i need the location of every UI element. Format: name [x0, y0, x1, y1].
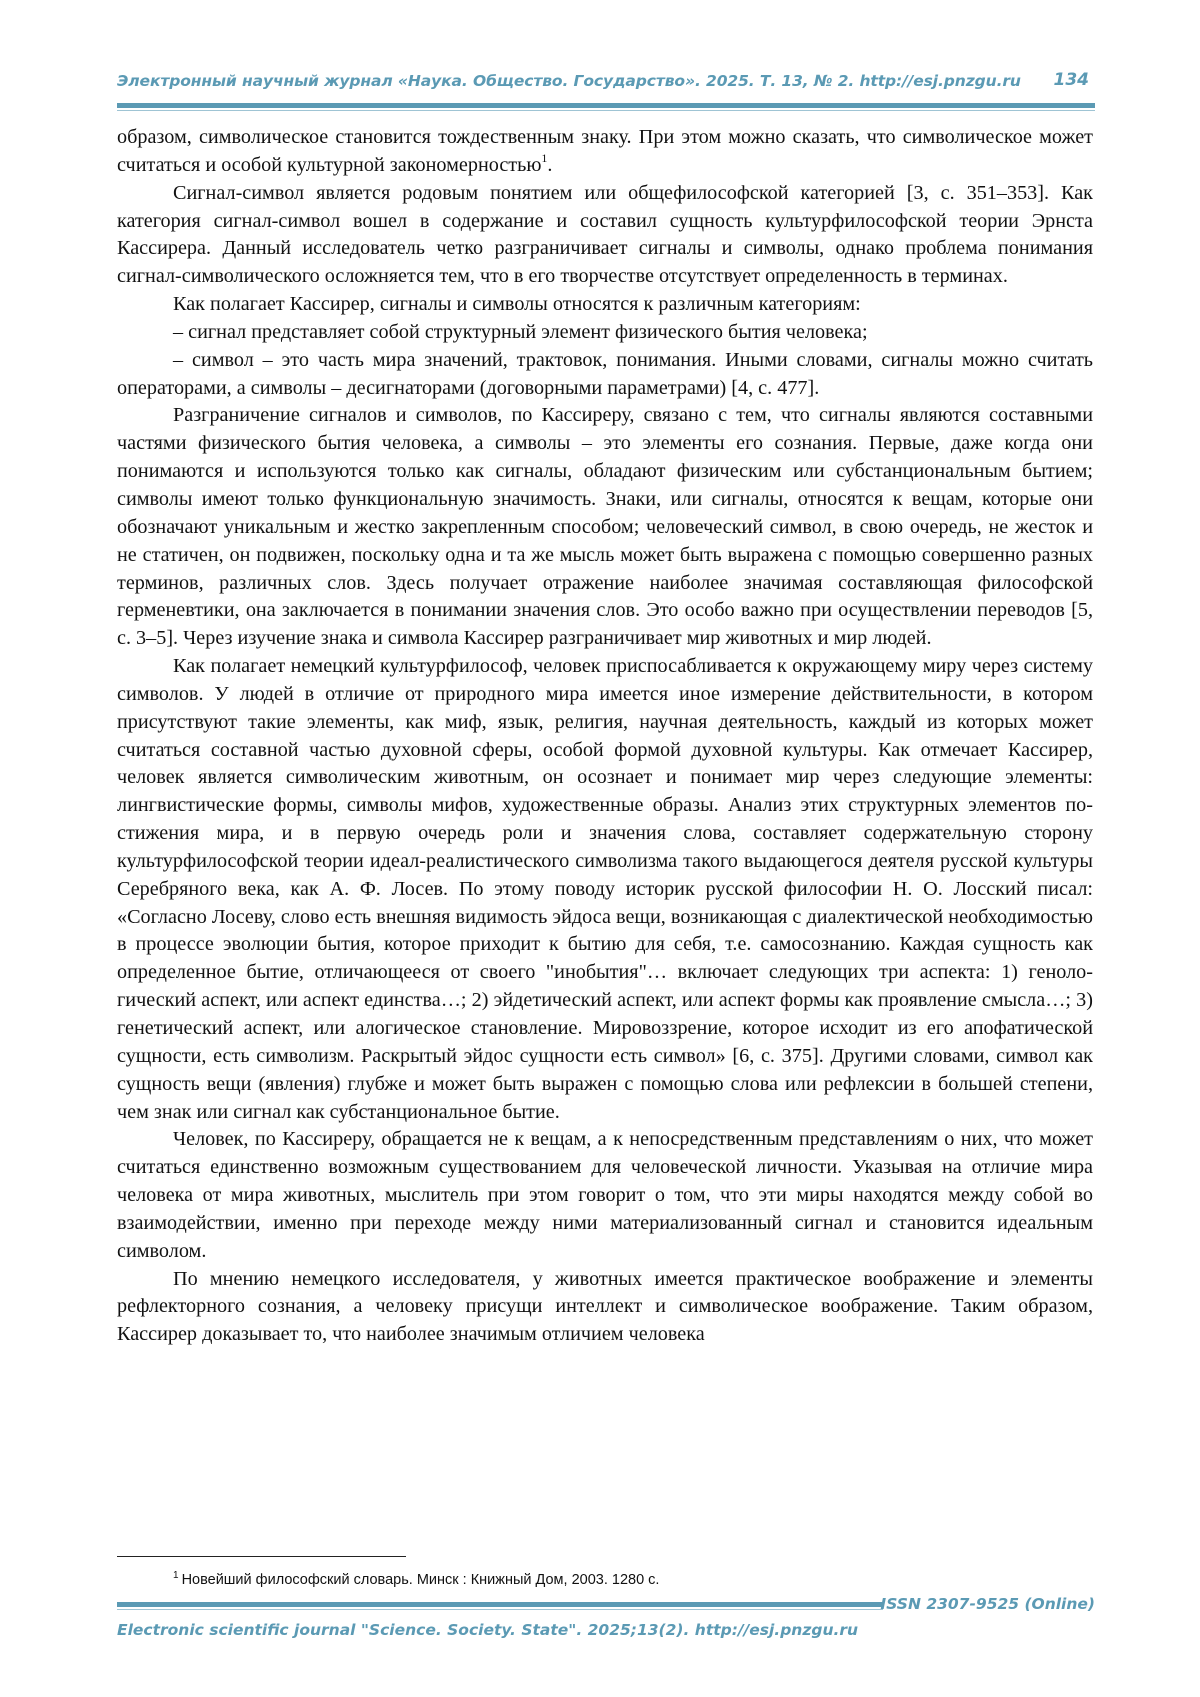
footer-rule-thin [117, 1609, 883, 1610]
footnote-marker: 1 [173, 1570, 179, 1581]
running-header [117, 72, 1095, 94]
header-journal-title: Электронный научный журнал «Наука. Общество. Государство». 2025. Т. 13, № 2. http://esj.pnzgu.ru [117, 72, 1021, 90]
footer-rule [117, 1602, 883, 1607]
list-item-signal: – сигнал представляет собой структурный элемент физического бытия человека; [173, 320, 868, 343]
header-rule [117, 103, 1095, 108]
paragraph-3: Как полагает Кассирер, сигналы и символы относятся к различным категориям: [173, 293, 861, 316]
list-item-symbol: – символ – это часть мира значений, трактовок, понимания. Иными словами, сигналы можно считать операторами, а символы – десигнаторами (договорными параметрами) [4, с. 477]. [117, 348, 1093, 399]
footnote-separator [117, 1556, 406, 1557]
paragraph-6: Человек, по Кассиреру, обращается не к вещам, а к непосредственным представлениям о них, что может считаться единственно возможным существованием для человеческой личности. Указывая на отличие мира человека от мира животных, мыслитель при этом говорит о том, что эти миры находятся между собой во взаимодействии, именно при переходе между ними материализованный сигнал и становится идеальным символом. [117, 1128, 1093, 1262]
footnote-text: Новейший философский словарь. Минск : Книжный Дом, 2003. 1280 с. [181, 1571, 660, 1588]
paragraph-7: По мнению немецкого исследователя, у животных имеется практическое воображение и элементы рефлекторного сознания, а человеку присущи интеллект и символическое воображение. Таким образом, Кассирер доказывает то, что наиболее значимым отличием человека [117, 1267, 1093, 1346]
page-number: 134 [1053, 70, 1089, 90]
paragraph-5: Как полагает немецкий культурфилософ, человек приспосабливается к окружающему миру через систему символов. У людей в отличие от природного мира имеется иное измерение действительности, в котором присутствуют такие элементы, как миф, язык, религия, научная деятельность, каждый из которых может считаться составной частью духовной сферы, особой формой духовной культуры. Как отмечает Кассирер, человек является символическим животным, он осознает и понимает мир через следующие элементы: лингвистические формы, символы мифов, художественные образы. Анализ этих структурных элементов постижения мира, и в первую очередь роли и значения слова, составляет содержательную сторону культурфилософской теории идеал-реалистического символизма такого выдающегося деятеля русской культуры Серебряного века, как А. Ф. Лосев. По этому поводу историк русской философии Н. О. Лосский писал: «Согласно Лосеву, слово есть внешняя видимость эйдоса вещи, возникающая с диалектической необходимостью в процессе эволюции бытия, которое приходит к бытию для себя, т.е. самосознанию. Каждая сущность как определенное бытие, отличающееся от своего "инобытия"… включает следующих три аспекта: 1) генологический аспект, или аспект единства…; 2) эйдетический аспект, или аспект формы как проявление смысла…; 3) генетический аспект, или алогическое становление. Мировоззрение, которое исходит из его апофатической сущности, есть символизм. Раскрытый эйдос сущности есть символ» [6, с. 375]. Другими словами, символ как сущность вещи (явления) глубже и может быть выражен с помощью слова или рефлексии в большей степени, чем знак или сигнал как субстанциональное бытие. [117, 655, 1093, 1123]
issn-label: ISSN 2307-9525 (Online) [880, 1595, 1095, 1613]
footnote [173, 1570, 1073, 1588]
footnote-ref[interactable]: 1 [541, 151, 548, 166]
footer-journal-citation: Electronic scientific journal "Science. Society. State". 2025;13(2). http://esj.pnzgu.ru [117, 1621, 859, 1639]
paragraph-1: образом, символическое становится тождественным знаку. При этом можно сказать, что символическое может считаться и особой культурной закономерностью$^1$. [117, 126, 1093, 176]
header-rule-thin [117, 110, 1095, 111]
article-body [117, 124, 1093, 1349]
paragraph-2: Сигнал-символ является родовым понятием или общефилософской категорией [3, с. 351–353]. Как категория сигнал-символ вошел в содержание и составил сущность культурфилософской теории Эрнста Кассирера. Данный исследователь четко разграничивает сигналы и символы, однако проблема понимания сигнал-символического осложняется тем, что в его творчестве отсутствует определенность в терминах. [117, 181, 1093, 288]
paragraph-4: Разграничение сигналов и символов, по Кассиреру, связано с тем, что сигналы являются составными частями физического бытия человека, а символы – это элементы его сознания. Первые, даже когда они понимаются и используются только как сигналы, обладают физическим или субстанциональным бытием; символы имеют только функциональную значимость. Знаки, или сигналы, относятся к вещам, которые они обозначают уникальным и жестко закрепленным способом; человеческий символ, в свою очередь, не жесток и не статичен, он подвижен, поскольку одна и та же мысль может быть выражена с помощью совершенно разных терминов, различных слов. Здесь получает отражение наиболее значимая составляющая философской герменевтики, она заключается в понимании значения слов. Это особо важно при осуществлении переводов [5, с. 3–5]. Через изучение знака и символа Кассирер разграничивает мир животных и мир людей. [117, 404, 1093, 650]
